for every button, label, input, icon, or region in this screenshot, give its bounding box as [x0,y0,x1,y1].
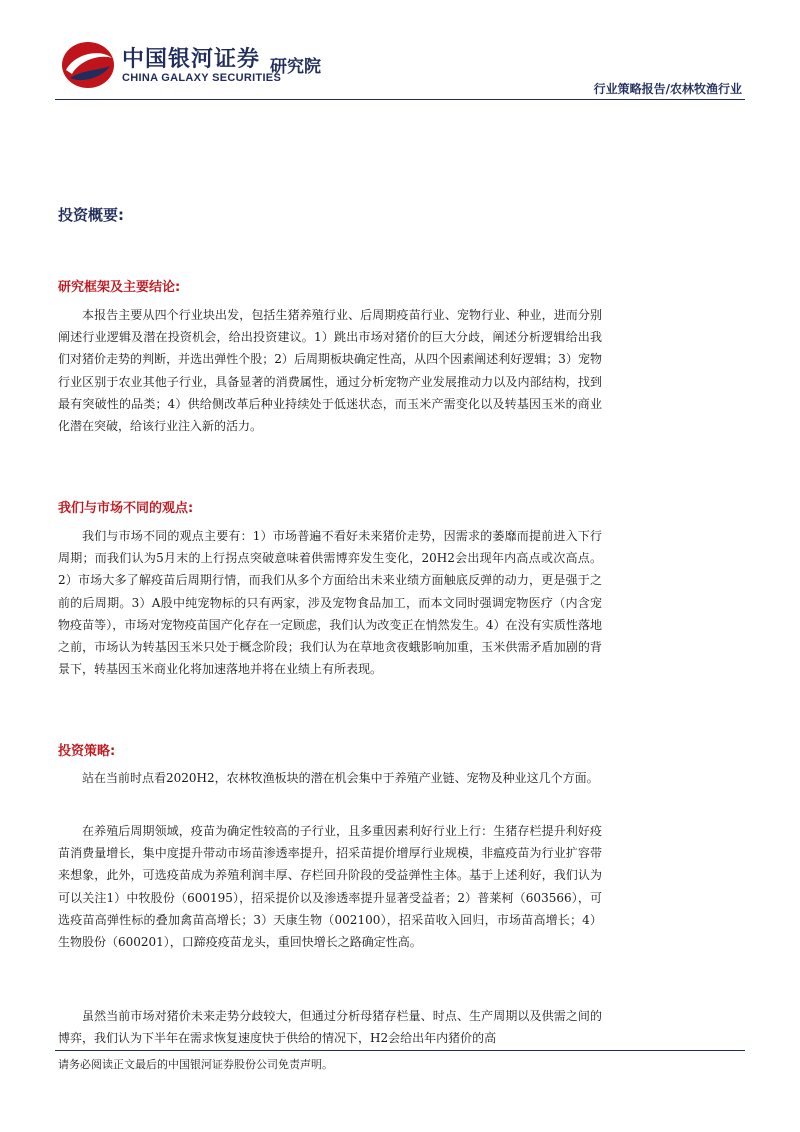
footer-disclaimer: 请务必阅读正文最后的中国银河证券股份公司免责声明。 [58,1058,333,1071]
footer-divider [55,1050,745,1051]
section-heading-differing-views: 我们与市场不同的观点: [58,501,194,516]
paragraph-framework: 本报告主要从四个行业块出发，包括生猪养殖行业、后周期疫苗行业、宠物行业、种业，进而分别阐述行业逻辑及潜在投资机会，给出投资建议。1）跳出市场对猪价的巨大分歧，阐述分析逻辑给出我们对猪价走势的判断，并选出弹性个股；2）后周期板块确定性高，从四个因素阐述利好逻辑；3）宠物行业区别于农业其他子行业，具备显著的消费属性，通过分析宠物产业发展推动力以及内部结构，找到最有突破性的品类；4）供给侧改革后种业持续处于低迷状态，而玉米产需变化以及转基因玉米的商业化潜在突破，给该行业注入新的活力。 [58,308,602,434]
paragraph-differing-views: 我们与市场不同的观点主要有：1）市场普遍不看好未来猪价走势，因需求的萎靡而提前进入下行周期；而我们认为5月末的上行拐点突破意味着供需博弈发生变化，20H2会出现年内高点或次高点。2）市场大多了解疫苗后周期行情，而我们从多个方面给出未来业绩方面触底反弹的动力，更是强于之前的后周期。3）A股中纯宠物标的只有两家，涉及宠物食品加工，而本文同时强调宠物医疗（内含宠物疫苗等），市场对宠物疫苗国产化存在一定顾虑，我们认为改变正在悄然发生。4）在没有实质性落地之前，市场认为转基因玉米只处于概念阶段；我们认为在草地贪夜蛾影响加重，玉米供需矛盾加剧的背景下，转基因玉米商业化将加速落地并将在业绩上有所表现。 [58,529,602,677]
header-divider [55,99,745,100]
logo-chinese-name: 中国银河证券 [122,47,261,72]
paragraph-strategy-intro: 站在当前时点看2020H2，农林牧渔板块的潜在机会集中于养殖产业链、宠物及种业这几个方面。 [82,771,599,785]
paragraph-strategy-hog: 虽然当前市场对猪价未来走势分歧较大，但通过分析母猪存栏量、时点、生产周期以及供需之间的博弈，我们认为下半年在需求恢复速度快于供给的情况下，H2会给出年内猪价的高 [58,1009,602,1046]
galaxy-logo-icon [60,40,116,90]
page-header [0,0,800,100]
institute-label: 研究院 [270,57,321,77]
logo-english-name: CHINA GALAXY SECURITIES [122,72,282,84]
section-heading-framework: 研究框架及主要结论: [58,280,181,295]
section-heading-strategy: 投资策略: [58,744,116,759]
company-logo [60,38,350,94]
page-title: 投资概要: [58,206,124,224]
paragraph-strategy-vaccine: 在养殖后周期领域，疫苗为确定性较高的子行业，且多重因素利好行业上行：生猪存栏提升利好疫苗消费量增长，集中度提升带动市场苗渗透率提升，招采苗提价增厚行业规模，非瘟疫苗为行业扩容带来想象，此外，可选疫苗成为养殖利润丰厚、存栏回升阶段的受益弹性主体。基于上述利好，我们认为可以关注1）中牧股份（600195），招采提价以及渗透率提升显著受益者；2）普莱柯（603566），可选疫苗高弹性标的叠加禽苗高增长；3）天康生物（002100），招采苗收入回归，市场苗高增长；4）生物股份（600201），口蹄疫疫苗龙头，重回快增长之路确定性高。 [58,824,602,950]
report-type-label: 行业策略报告/农林牧渔行业 [593,82,742,96]
